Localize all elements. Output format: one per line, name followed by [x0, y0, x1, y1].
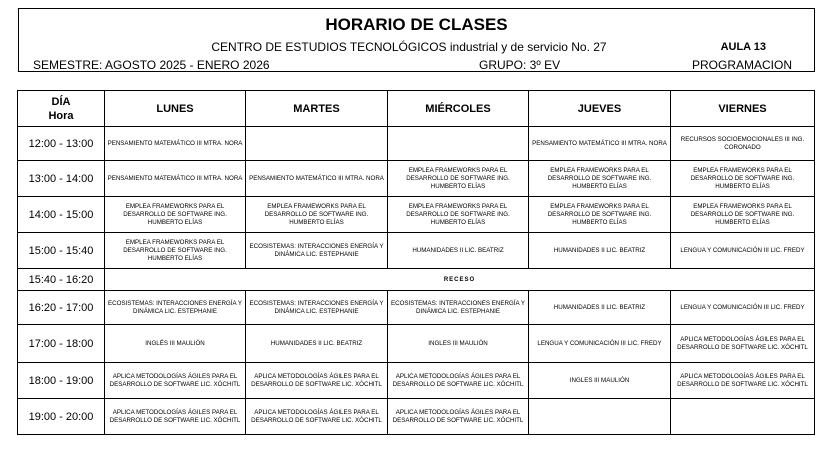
page-title: HORARIO DE CLASES: [325, 15, 508, 34]
hour-cell: 12:00 - 13:00: [18, 127, 105, 161]
class-cell: INGLES III MAULIÓN: [388, 325, 529, 363]
hour-cell: 18:00 - 19:00: [18, 363, 105, 399]
hour-cell: 17:00 - 18:00: [18, 325, 105, 363]
day-header: JUEVES: [529, 91, 671, 127]
class-cell: [246, 127, 388, 161]
institution-name: CENTRO DE ESTUDIOS TECNOLÓGICOS industrial y de servicio No. 27: [211, 40, 607, 54]
table-header-row: [18, 91, 815, 127]
class-cell: ECOSISTEMAS: INTERACCIONES ENERGÍA Y DINÁMICA LIC. ESTEPHANIE: [388, 291, 529, 325]
class-cell: EMPLEA FRAMEWORKS PARA EL DESARROLLO DE SOFTWARE ING. HUMBERTO ELÍAS: [671, 197, 815, 233]
class-cell: EMPLEA FRAMEWORKS PARA EL DESARROLLO DE SOFTWARE ING. HUMBERTO ELÍAS: [105, 197, 246, 233]
day-header: VIERNES: [671, 91, 815, 127]
class-cell: HUMANIDADES II LIC. BEATRIZ: [529, 291, 671, 325]
table-row: [18, 325, 815, 363]
class-cell: ECOSISTEMAS: INTERACCIONES ENERGÍA Y DINÁMICA LIC. ESTEPHANIE: [246, 291, 388, 325]
program-label: PROGRAMACION: [691, 58, 792, 72]
table-row: [18, 291, 815, 325]
class-cell: APLICA METODOLOGÍAS ÁGILES PARA EL DESARROLLO DE SOFTWARE LIC. XÓCHITL: [246, 399, 388, 435]
hour-cell: 15:40 - 16:20: [18, 269, 105, 291]
day-header-label: DÍA: [51, 95, 71, 108]
recess-cell: RECESO: [105, 269, 815, 291]
class-cell: EMPLEA FRAMEWORKS PARA EL DESARROLLO DE SOFTWARE ING. HUMBERTO ELÍAS: [246, 197, 388, 233]
day-header: LUNES: [105, 91, 246, 127]
corner-header: [18, 91, 105, 127]
hour-header-label: Hora: [48, 109, 74, 122]
class-cell: [388, 127, 529, 161]
class-cell: [671, 399, 815, 435]
classroom-label: AULA 13: [720, 41, 766, 53]
class-cell: APLICA METODOLOGÍAS ÁGILES PARA EL DESARROLLO DE SOFTWARE LIC. XÓCHITL: [388, 363, 529, 399]
hour-cell: 19:00 - 20:00: [18, 399, 105, 435]
class-cell: EMPLEA FRAMEWORKS PARA EL DESARROLLO DE SOFTWARE ING. HUMBERTO ELÍAS: [671, 161, 815, 197]
class-cell: HUMANIDADES II LIC. BEATRIZ: [246, 325, 388, 363]
table-row: [18, 197, 815, 233]
class-cell: EMPLEA FRAMEWORKS PARA EL DESARROLLO DE SOFTWARE ING. HUMBERTO ELÍAS: [529, 197, 671, 233]
class-cell: EMPLEA FRAMEWORKS PARA EL DESARROLLO DE SOFTWARE ING. HUMBERTO ELÍAS: [388, 161, 529, 197]
class-cell: ECOSISTEMAS: INTERACCIONES ENERGÍA Y DINÁMICA LIC. ESTEPHANIE: [105, 291, 246, 325]
class-cell: EMPLEA FRAMEWORKS PARA EL DESARROLLO DE SOFTWARE ING. HUMBERTO ELÍAS: [529, 161, 671, 197]
semester-label: SEMESTRE: AGOSTO 2025 - ENERO 2026: [33, 58, 270, 72]
group-label: GRUPO: 3º EV: [479, 58, 561, 72]
class-cell: INGLES III MAULIÓN: [529, 363, 671, 399]
hour-cell: 15:00 - 15:40: [18, 233, 105, 269]
class-cell: APLICA METODOLOGÍAS ÁGILES PARA EL DESARROLLO DE SOFTWARE LIC. XÓCHITL: [105, 363, 246, 399]
class-cell: APLICA METODOLOGÍAS ÁGILES PARA EL DESARROLLO DE SOFTWARE LIC. XÓCHITL: [105, 399, 246, 435]
class-cell: PENSAMIENTO MATEMÁTICO III MTRA. NORA: [246, 161, 388, 197]
class-cell: EMPLEA FRAMEWORKS PARA EL DESARROLLO DE SOFTWARE ING. HUMBERTO ELÍAS: [105, 233, 246, 269]
class-cell: PENSAMIENTO MATEMÁTICO III MTRA. NORA: [105, 161, 246, 197]
class-cell: APLICA METODOLOGÍAS ÁGILES PARA EL DESARROLLO DE SOFTWARE LIC. XÓCHITL: [671, 363, 815, 399]
recess-row: [18, 269, 815, 291]
table-row: [18, 233, 815, 269]
class-cell: INGLÉS III MAULIÓN: [105, 325, 246, 363]
class-cell: PENSAMIENTO MATEMÁTICO III MTRA. NORA: [105, 127, 246, 161]
hour-cell: 13:00 - 14:00: [18, 161, 105, 197]
class-cell: EMPLEA FRAMEWORKS PARA EL DESARROLLO DE SOFTWARE ING. HUMBERTO ELÍAS: [388, 197, 529, 233]
table-row: [18, 127, 815, 161]
day-header: MIÉRCOLES: [388, 91, 529, 127]
class-cell: LENGUA Y COMUNICACIÓN III LIC. FREDY: [529, 325, 671, 363]
schedule-header: [18, 8, 815, 72]
class-cell: [529, 399, 671, 435]
table-row: [18, 161, 815, 197]
class-cell: LENGUA Y COMUNICACIÓN III LIC. FREDY: [671, 233, 815, 269]
day-header: MARTES: [246, 91, 388, 127]
class-cell: HUMANIDADES II LIC. BEATRIZ: [388, 233, 529, 269]
class-cell: APLICA METODOLOGÍAS ÁGILES PARA EL DESARROLLO DE SOFTWARE LIC. XÓCHITL: [388, 399, 529, 435]
class-cell: PENSAMIENTO MATEMÁTICO III MTRA. NORA: [529, 127, 671, 161]
class-cell: RECURSOS SOCIOEMOCIONALES III ING. CORONADO: [671, 127, 815, 161]
class-cell: LENGUA Y COMUNICACIÓN III LIC. FREDY: [671, 291, 815, 325]
hour-cell: 16:20 - 17:00: [18, 291, 105, 325]
class-cell: HUMANIDADES II LIC. BEATRIZ: [529, 233, 671, 269]
schedule-table: [17, 90, 815, 435]
table-row: [18, 399, 815, 435]
class-cell: APLICA METODOLOGÍAS ÁGILES PARA EL DESARROLLO DE SOFTWARE LIC. XÓCHITL: [671, 325, 815, 363]
class-cell: ECOSISTEMAS: INTERACCIONES ENERGÍA Y DINÁMICA LIC. ESTEPHANIE: [246, 233, 388, 269]
hour-cell: 14:00 - 15:00: [18, 197, 105, 233]
class-cell: APLICA METODOLOGÍAS ÁGILES PARA EL DESARROLLO DE SOFTWARE LIC. XÓCHITL: [246, 363, 388, 399]
table-row: [18, 363, 815, 399]
